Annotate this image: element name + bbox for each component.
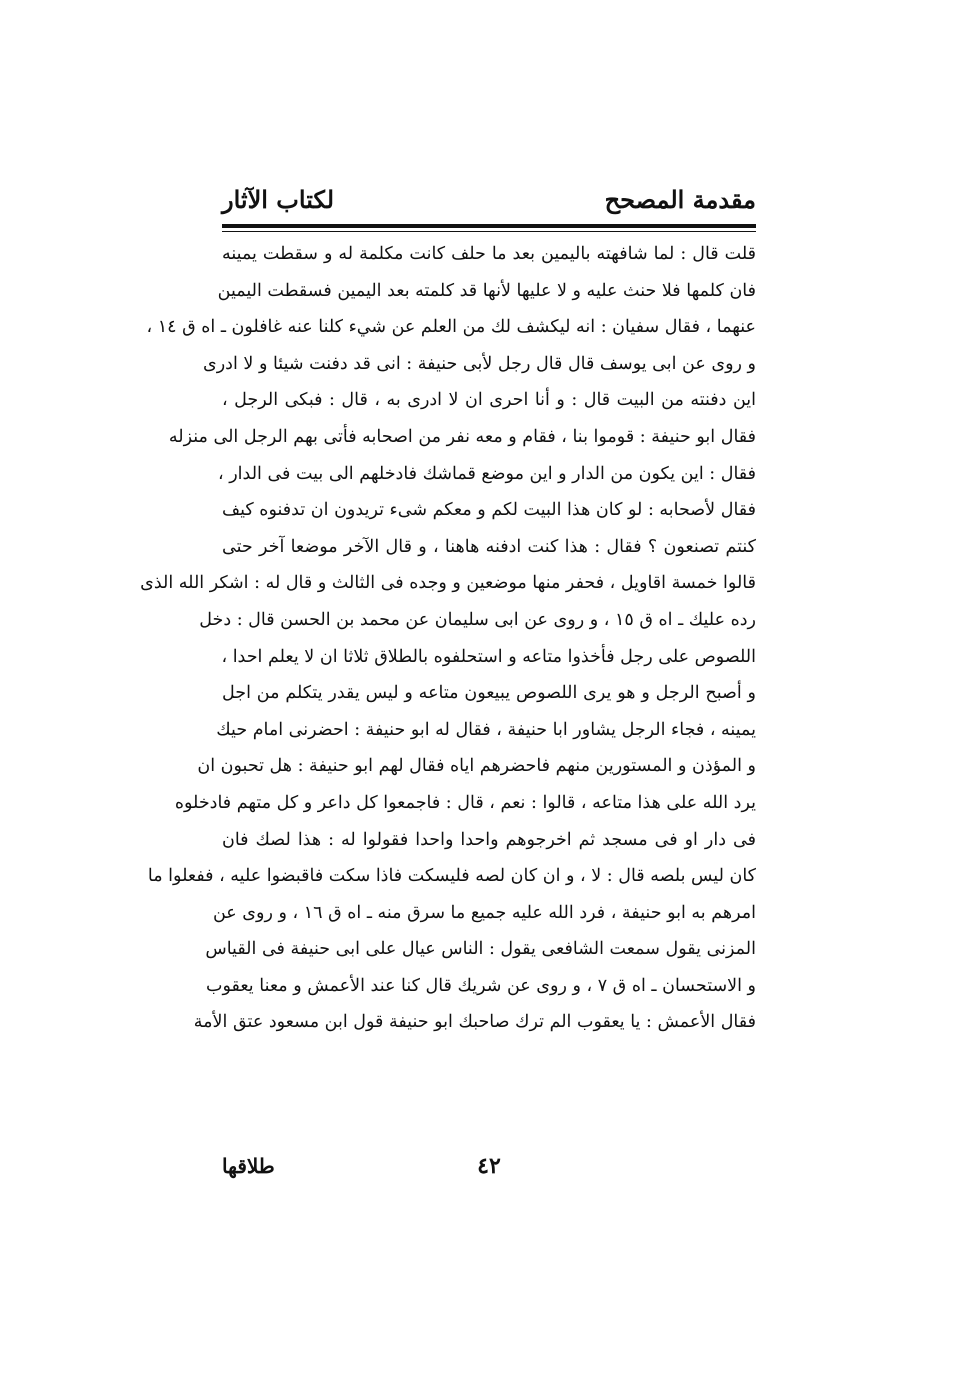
text-line: و روى عن ابى يوسف قال قال رجل لأبى حنيفة : انى قد دفنت شيئا و لا ادرى (203, 353, 756, 374)
text-line: و الاستحسان ـ اه ق ٧ ، و روى عن شريك قال كنا عند الأعمش و معنا يعقوب (206, 975, 756, 996)
text-line: فقال الأعمش : يا يعقوب الم ترك صاحبك ابو حنيفة قول ابن مسعود عتق الأمة (193, 1012, 756, 1033)
text-line: عنهما ، فقال سفيان : انه ليكشف لك من العلم عن شيء كلنا عنه غافلون ـ اه ق ١٤ ، (146, 317, 756, 338)
header-title-left: لكتاب الآثار (222, 185, 335, 214)
text-line: امرهم به ابو حنيفة ، فرد الله عليه جميع ما سرق منه ـ اه ق ١٦ ، و روى عن (212, 902, 756, 923)
text-line: فان كلمها فلا حنث عليه و لا عليها لأنها قد كلمته بعد اليمين فسقطت اليمين (217, 280, 756, 301)
header-title-right: مقدمة المصحح (604, 185, 756, 214)
text-line: فى دار او فى مسجد ثم اخرجوهم واحدا واحدا فقولوا له : هذا لصك فان (222, 829, 756, 850)
text-line: و أصبح الرجل و هو يرى اللصوص يبيعون متاعه و ليس يقدر يتكلم من اجل (222, 683, 756, 704)
header-rule-thick (222, 224, 756, 228)
page-number: ٤٢ (477, 1153, 501, 1179)
text-line: فقال : اين يكون من الدار و اين موضع قماشك فادخلهم الى بيت فى الدار ، (217, 463, 756, 484)
text-line: رده عليك ـ اه ق ١٥ ، و روى عن ابى سليمان عن محمد بن الحسن قال : دخل (199, 609, 756, 630)
header-rule-thin (222, 231, 756, 232)
running-header (222, 180, 756, 220)
body-text (140, 236, 756, 1041)
text-line: فقال ابو حنيفة : قوموا بنا ، فقام و معه نفر من اصحابه فأتى بهم الرجل الى منزله (168, 426, 756, 447)
text-line: المزنى يقول سمعت الشافعى يقول : الناس عيال على ابى حنيفة فى القياس (205, 939, 756, 960)
text-line: قلت قال : لما شافهته باليمين بعد ما حلف كانت مكلمة له و سقطت يمينه (222, 244, 756, 264)
text-line: فقال لأصحابه : لو كان هذا البيت لكم و معكم شىء تريدون ان تدفنوه كيف (222, 500, 756, 521)
text-line: كان ليس بلصه قال : لا ، و ان كان لصه فليسكت فاذا سكت فاقبضوا عليه ، ففعلوا ما (147, 866, 756, 887)
text-line: و المؤذن و المستورين منهم فاحضرهم اياه فقال لهم ابو حنيفة : هل تحبون ان (197, 756, 756, 777)
text-line: يمينه ، فجاء الرجل يشاور ابا حنيفة ، فقال له ابو حنيفة : احضرنى امام حيك (216, 719, 756, 740)
text-line: قالوا خمسة اقاويل ، فحفر منها موضعين و وجده فى الثالث و قال له : اشكر الله الذى (140, 573, 756, 594)
page-footer (222, 1146, 756, 1186)
text-line: كنتم تصنعون ؟ فقال : هذا كنت ادفنه هاهنا ، و قال الآخر موضعا آخر حتى (222, 536, 756, 557)
catchword: طلاقها (222, 1154, 275, 1178)
text-line: اين دفنته من البيت قال : و أنا احرى ان لا ادرى به ، قال : فبكى الرجل ، (222, 390, 756, 411)
text-line: يرد الله على هذا متاعه ، قالوا : نعم ، قال : فاجمعوا كل داعر و كل متهم فادخلوه (174, 792, 756, 813)
text-line: اللصوص على رجل فأخذوا متاعه و استحلفوه بالطلاق ثلاثا ان لا يعلم احدا ، (221, 646, 756, 667)
